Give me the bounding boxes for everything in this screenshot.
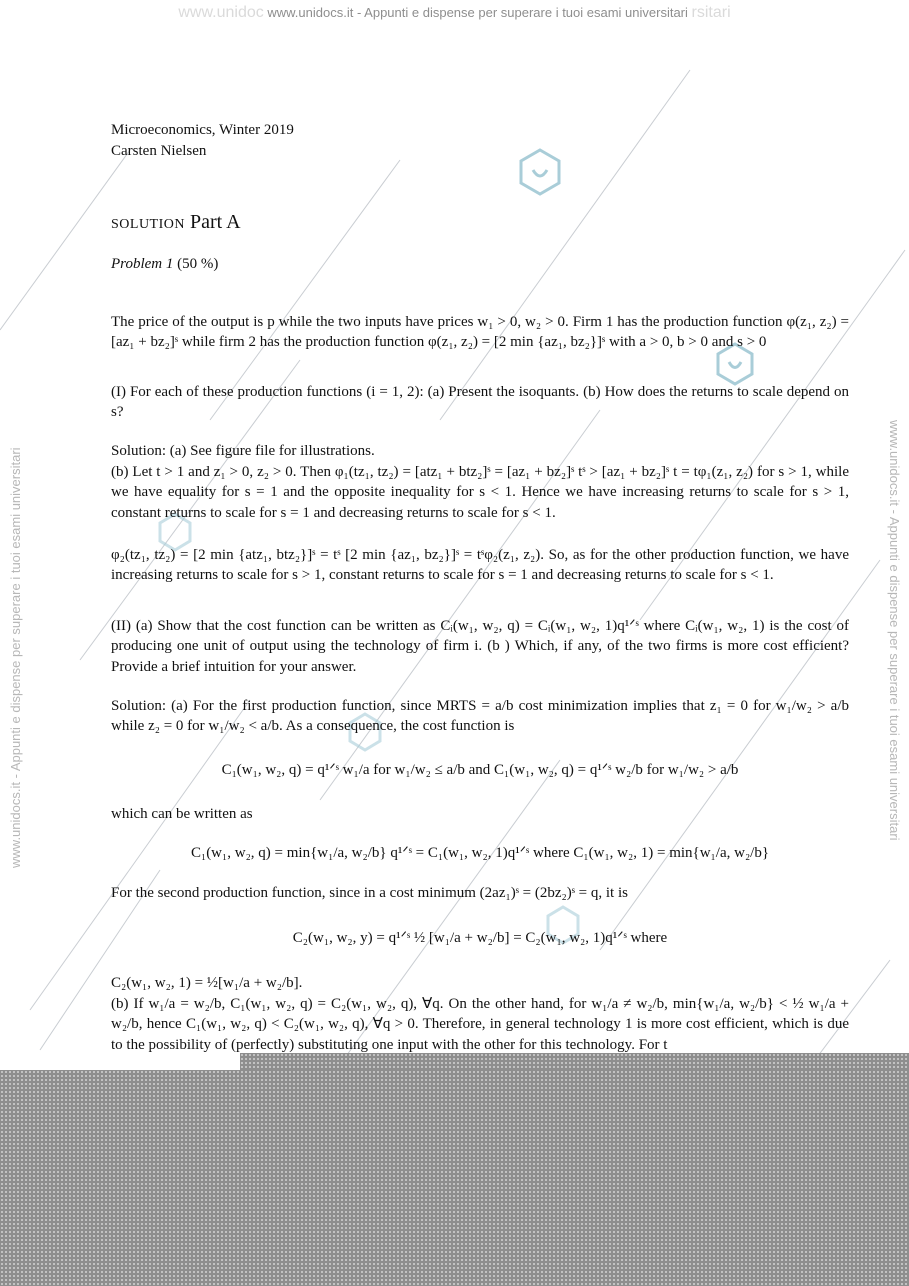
problem-weight: (50 %) [177, 256, 219, 272]
equation-cost-1-min: C₁(w₁, w₂, q) = min{w₁/a, w₂/b} q¹ᐟˢ = C₁(w₁, w₂, 1)q¹ᐟˢ where C₁(w₁, w₂, 1) = min{w₁/a, w₂/b} [190, 845, 770, 861]
solution-1a: Solution: (a) See figure file for illustrations. [111, 443, 375, 459]
section-heading [111, 211, 241, 234]
left-side-watermark: www.unidocs.it - Appunti e dispense per superare i tuoi esami universitari [8, 447, 23, 868]
solution-2a: Solution: (a) For the first production function, since MRTS = a/b cost minimization implies that z₁ = 0 for w₁/w₂ > a/b while z₂ = 0 for w₁/w₂ < a/b. As a consequence, the cost function is [111, 698, 849, 735]
problem-heading [111, 254, 218, 274]
header-url-right: rsitari [691, 4, 731, 21]
right-side-watermark: www.unidocs.it - Appunti e dispense per superare i tuoi esami universitari [887, 420, 902, 841]
author-line: Carsten Nielsen [111, 143, 207, 159]
question-1: (I) For each of these production functions (i = 1, 2): (a) Present the isoquants. (b) How does the returns to scale depend on s? [111, 384, 849, 421]
section-title: Part A [190, 211, 241, 233]
question-2: (II) (a) Show that the cost function can be written as Cᵢ(w₁, w₂, q) = Cᵢ(w₁, w₂, 1)q¹ᐟˢ where Cᵢ(w₁, w₂, 1) is the cost of producing one unit of output using the technology of firm i. (b ) Which, if any, of the two firms is more cost efficient? Provide a brief intuition for your answer. [111, 618, 849, 675]
section-prefix: solution [111, 211, 185, 233]
solution-2e: (b) If w₁/a = w₂/b, C₁(w₁, w₂, q) = C₂(w₁, w₂, q), ∀q. On the other hand, for w₁/a ≠ w₂/b, min{w₁/a, w₂/b} < ½ w₁/a + w₂/b, hence C₁(w₁, w₂, q) < C₂(w₁, w₂, q), ∀q > 0. Therefore, in general technology 1 is more cost efficient, which is due to the possibility of (perfectly) substituting one input with the other for this technology. For t [111, 996, 849, 1053]
solution-1b: (b) Let t > 1 and z₁ > 0, z₂ > 0. Then φ₁(tz₁, tz₂) = [atz₁ + btz₂]ˢ = [az₁ + bz₂]ˢ tˢ > [az₁ + bz₂]ˢ t = tφ₁(z₁, z₂) for s > 1, while we have equality for s = 1 and the opposite inequality for s < 1. Hence we have increasing returns to scale for s > 1, constant returns to scale for s = 1 and decreasing returns to scale for s < 1. [111, 464, 849, 521]
problem-label: Problem 1 [111, 256, 174, 272]
equation-cost-1: C₁(w₁, w₂, q) = q¹ᐟˢ w₁/a for w₁/w₂ ≤ a/b and C₁(w₁, w₂, q) = q¹ᐟˢ w₂/b for w₁/w₂ > a/b [221, 762, 739, 778]
equation-cost-2: C₂(w₁, w₂, y) = q¹ᐟˢ ½ [w₁/a + w₂/b] = C₂(w₁, w₂, 1)q¹ᐟˢ where [292, 930, 668, 946]
solution-2c: For the second production function, since in a cost minimum (2az₁)ˢ = (2bz₂)ˢ = q, it is [111, 885, 628, 901]
header-banner-text: www.unidocs.it - Appunti e dispense per superare i tuoi esami universitari [267, 5, 688, 20]
header-url-left: www.unidoc [178, 4, 264, 21]
solution-2b: which can be written as [111, 806, 253, 822]
header-watermark-banner [0, 4, 909, 22]
course-line: Microeconomics, Winter 2019 [111, 122, 294, 138]
preview-cover [0, 1070, 909, 1286]
problem-statement: The price of the output is p while the two inputs have prices w₁ > 0, w₂ > 0. Firm 1 has the production function φ(z₁, z₂) = [az₁ + bz₂]ˢ while firm 2 has the production function φ(z₁, z₂) = [2 min {az₁, bz₂}]ˢ with a > 0, b > 0 and s > 0 [111, 314, 849, 351]
solution-2d: C₂(w₁, w₂, 1) = ½[w₁/a + w₂/b]. [111, 975, 303, 991]
solution-1c: φ₂(tz₁, tz₂) = [2 min {atz₁, btz₂}]ˢ = tˢ [2 min {az₁, bz₂}]ˢ = tˢφ₂(z₁, z₂). So, as for the other production function, we have increasing returns to scale for s > 1, constant returns to scale for s = 1 and decreasing returns to scale for s < 1. [111, 547, 849, 584]
